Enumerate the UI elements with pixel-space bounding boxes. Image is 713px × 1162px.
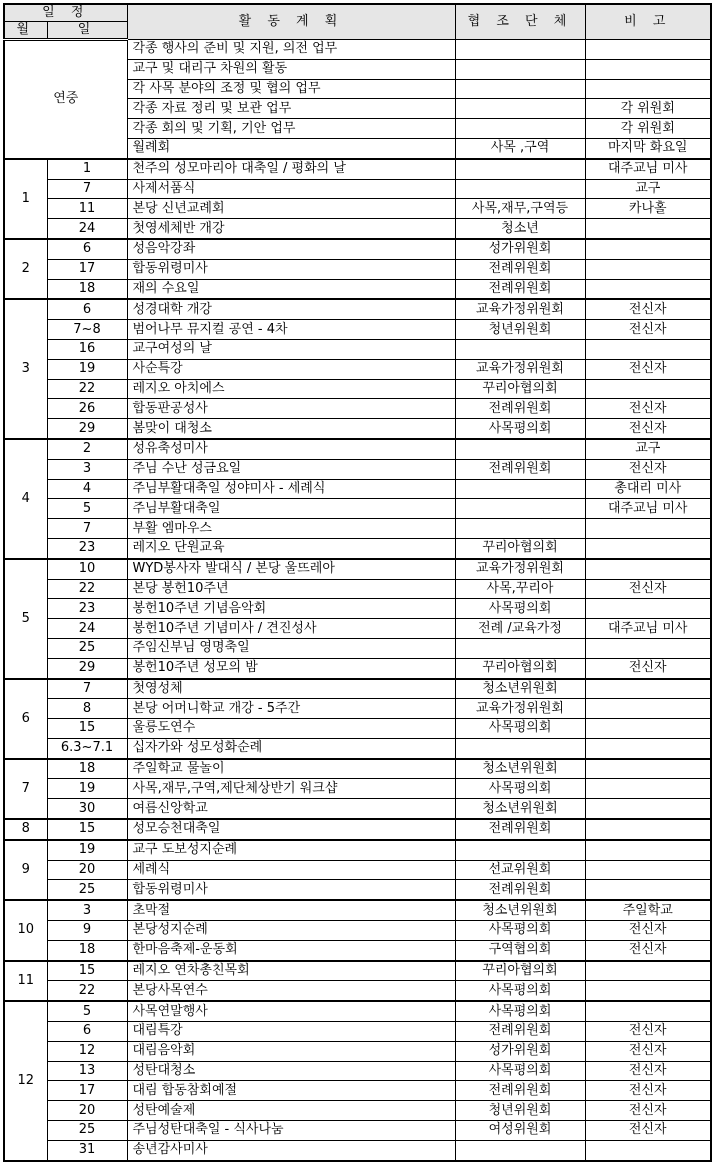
day-cell: 6 [47,239,127,259]
remarks-cell [585,638,711,658]
remarks-cell [585,961,711,981]
day-cell: 22 [47,579,127,599]
remarks-cell: 전신자 [585,1121,711,1141]
cooperation-cell: 사목평의회 [455,921,585,941]
schedule-row [4,499,711,519]
schedule-row [4,519,711,539]
cooperation-header: 협 조 단 체 [455,4,585,40]
activity-cell: 사제서품식 [127,179,455,199]
activity-cell: 각종 회의 및 기획, 기안 업무 [127,119,455,139]
schedule-row [4,479,711,499]
day-cell: 25 [47,880,127,900]
schedule-row [4,900,711,920]
day-cell: 29 [47,658,127,678]
activity-cell: 본당 봉헌10주년 [127,579,455,599]
remarks-cell: 총대리 미사 [585,479,711,499]
schedule-row [4,921,711,941]
cooperation-cell: 전례위원회 [455,259,585,279]
day-cell: 5 [47,499,127,519]
activity-cell: 합동판공성사 [127,399,455,419]
cooperation-cell: 꾸리아협의회 [455,961,585,981]
activity-cell: 주님 수난 성금요일 [127,459,455,479]
activity-cell: 봄맞이 대청소 [127,419,455,439]
cooperation-cell: 청소년위원회 [455,679,585,699]
remarks-cell [585,59,711,79]
activity-cell: WYD봉사자 발대식 / 본당 울뜨레아 [127,559,455,579]
remarks-cell: 전신자 [585,459,711,479]
remarks-cell: 교구 [585,179,711,199]
remarks-cell: 카나홀 [585,199,711,219]
day-cell: 9 [47,921,127,941]
schedule-row [4,738,711,758]
remarks-cell [585,599,711,619]
day-cell: 7~8 [47,320,127,340]
day-cell: 20 [47,1101,127,1121]
day-cell: 19 [47,779,127,799]
remarks-cell: 전신자 [585,1022,711,1042]
schedule-row [4,259,711,279]
day-cell: 25 [47,1121,127,1141]
remarks-cell [585,819,711,840]
month-cell: 6 [4,679,47,759]
cooperation-cell: 성가위원회 [455,239,585,259]
remarks-cell [585,279,711,299]
remarks-cell [585,79,711,99]
activity-cell: 주임신부님 영명축일 [127,638,455,658]
activity-cell: 봉헌10주년 성모의 밤 [127,658,455,678]
cooperation-cell: 꾸리아협의회 [455,379,585,399]
cooperation-cell [455,439,585,459]
remarks-cell [585,759,711,779]
day-cell: 26 [47,399,127,419]
activity-cell: 성유축성미사 [127,439,455,459]
day-cell: 3 [47,459,127,479]
day-cell: 22 [47,379,127,399]
schedule-row [4,159,711,179]
activity-cell: 세례식 [127,860,455,880]
day-cell: 19 [47,359,127,379]
schedule-row [4,699,711,719]
schedule-row [4,599,711,619]
remarks-cell [585,1001,711,1021]
schedule-body [4,40,711,1161]
schedule-row [4,840,711,860]
schedule-row [4,961,711,981]
schedule-row [4,619,711,639]
remarks-cell: 전신자 [585,1061,711,1081]
cooperation-cell [455,479,585,499]
activity-cell: 주님부활대축일 [127,499,455,519]
remarks-cell [585,219,711,239]
day-cell: 16 [47,339,127,359]
remarks-cell: 전신자 [585,1041,711,1061]
cooperation-cell: 사목평의회 [455,981,585,1001]
cooperation-cell [455,179,585,199]
remarks-cell [585,699,711,719]
schedule-row [4,279,711,299]
day-cell: 15 [47,961,127,981]
activity-cell: 범어나무 뮤지컬 공연 - 4차 [127,320,455,340]
cooperation-cell [455,339,585,359]
schedule-row [4,940,711,960]
activity-cell: 성음악강좌 [127,239,455,259]
schedule-row [4,439,711,459]
cooperation-cell: 청소년위원회 [455,900,585,920]
activity-cell: 초막절 [127,900,455,920]
day-cell: 6.3~7.1 [47,738,127,758]
schedule-row [4,239,711,259]
day-cell: 4 [47,479,127,499]
yearly-label: 연중 [4,40,127,159]
day-cell: 13 [47,1061,127,1081]
cooperation-cell: 청소년 [455,219,585,239]
month-cell: 4 [4,439,47,559]
cooperation-cell: 전례위원회 [455,880,585,900]
day-cell: 11 [47,199,127,219]
activity-cell: 교구 도보성지순례 [127,840,455,860]
schedule-row [4,679,711,699]
day-cell: 22 [47,981,127,1001]
activity-cell: 봉헌10주년 기념미사 / 견진성사 [127,619,455,639]
schedule-row [4,1081,711,1101]
cooperation-cell: 사목,꾸리아 [455,579,585,599]
remarks-cell [585,559,711,579]
remarks-cell [585,840,711,860]
activity-cell: 재의 수요일 [127,279,455,299]
schedule-row [4,759,711,779]
yearly-row [4,40,711,60]
day-header: 일 [47,22,127,40]
month-cell: 7 [4,759,47,819]
remarks-cell: 각 위원회 [585,119,711,139]
cooperation-cell: 여성위원회 [455,1121,585,1141]
day-cell: 7 [47,679,127,699]
cooperation-cell [455,738,585,758]
remarks-cell [585,1140,711,1160]
remarks-cell: 주일학교 [585,900,711,920]
cooperation-cell [455,119,585,139]
schedule-row [4,981,711,1001]
activity-cell: 사목,재무,구역,제단체상반기 워크샵 [127,779,455,799]
schedule-row [4,658,711,678]
day-cell: 23 [47,599,127,619]
remarks-cell: 전신자 [585,579,711,599]
cooperation-cell: 청년위원회 [455,320,585,340]
remarks-cell: 전신자 [585,658,711,678]
cooperation-cell: 꾸리아협의회 [455,538,585,558]
cooperation-cell: 전례위원회 [455,819,585,840]
day-cell: 2 [47,439,127,459]
activity-cell: 사목연말행사 [127,1001,455,1021]
remarks-cell: 각 위원회 [585,99,711,119]
remarks-cell [585,40,711,60]
activity-cell: 교구 및 대리구 차원의 활동 [127,59,455,79]
activity-cell: 대림특강 [127,1022,455,1042]
cooperation-cell [455,40,585,60]
activity-cell: 첫영세체반 개강 [127,219,455,239]
day-cell: 18 [47,279,127,299]
activity-cell: 주일학교 물놀이 [127,759,455,779]
activity-cell: 부활 엠마우스 [127,519,455,539]
activity-cell: 본당사목연수 [127,981,455,1001]
cooperation-cell: 전례위원회 [455,1081,585,1101]
schedule-row [4,199,711,219]
schedule-row [4,819,711,840]
remarks-header: 비 고 [585,4,711,40]
activity-cell: 송년감사미사 [127,1140,455,1160]
schedule-row [4,799,711,819]
remarks-cell: 대주교님 미사 [585,619,711,639]
day-cell: 25 [47,638,127,658]
schedule-row [4,399,711,419]
remarks-cell [585,339,711,359]
day-cell: 1 [47,159,127,179]
day-cell: 10 [47,559,127,579]
day-cell: 23 [47,538,127,558]
cooperation-cell [455,99,585,119]
remarks-cell [585,679,711,699]
activity-cell: 월례회 [127,138,455,158]
activity-cell: 레지오 아치에스 [127,379,455,399]
cooperation-cell [455,79,585,99]
day-cell: 7 [47,179,127,199]
month-header: 월 [4,22,47,40]
schedule-row [4,179,711,199]
activity-cell: 레지오 단원교육 [127,538,455,558]
day-cell: 18 [47,940,127,960]
activity-cell: 울릉도연수 [127,719,455,739]
schedule-row [4,219,711,239]
month-cell: 2 [4,239,47,299]
schedule-row [4,638,711,658]
remarks-cell [585,538,711,558]
day-cell: 5 [47,1001,127,1021]
cooperation-cell: 전례위원회 [455,279,585,299]
cooperation-cell [455,499,585,519]
month-cell: 9 [4,840,47,900]
activity-cell: 성경대학 개강 [127,299,455,319]
activity-cell: 성탄대청소 [127,1061,455,1081]
cooperation-cell [455,840,585,860]
cooperation-cell: 전례 /교육가정 [455,619,585,639]
remarks-cell: 전신자 [585,359,711,379]
schedule-row [4,559,711,579]
remarks-cell [585,519,711,539]
month-cell: 1 [4,159,47,239]
activity-cell: 합동위령미사 [127,880,455,900]
cooperation-cell: 전례위원회 [455,399,585,419]
schedule-row [4,1101,711,1121]
activity-cell: 주님부활대축일 성야미사 - 세례식 [127,479,455,499]
remarks-cell: 마지막 화요일 [585,138,711,158]
schedule-row [4,1140,711,1160]
activity-cell: 각종 자료 정리 및 보관 업무 [127,99,455,119]
remarks-cell: 전신자 [585,1081,711,1101]
activity-cell: 십자가와 성모성화순례 [127,738,455,758]
month-cell: 11 [4,961,47,1002]
remarks-cell [585,981,711,1001]
day-cell: 31 [47,1140,127,1160]
activity-cell: 첫영성체 [127,679,455,699]
schedule-row [4,1022,711,1042]
day-cell: 3 [47,900,127,920]
activity-cell: 여름신앙학교 [127,799,455,819]
schedule-row [4,880,711,900]
activity-cell: 주님성탄대축일 - 식사나눔 [127,1121,455,1141]
schedule-row [4,320,711,340]
remarks-cell: 대주교님 미사 [585,499,711,519]
remarks-cell [585,779,711,799]
month-cell: 8 [4,819,47,840]
activity-cell: 각종 행사의 준비 및 지원, 의전 업무 [127,40,455,60]
cooperation-cell: 청소년위원회 [455,799,585,819]
annual-activity-plan-table [3,3,712,1162]
cooperation-cell: 사목평의회 [455,779,585,799]
cooperation-cell: 교육가정위원회 [455,559,585,579]
remarks-cell: 교구 [585,439,711,459]
remarks-cell [585,860,711,880]
schedule-row [4,538,711,558]
activity-cell: 레지오 연차총친목회 [127,961,455,981]
schedule-row [4,1121,711,1141]
cooperation-cell: 구역협의회 [455,940,585,960]
cooperation-cell: 청년위원회 [455,1101,585,1121]
cooperation-cell [455,1140,585,1160]
day-cell: 30 [47,799,127,819]
schedule-row [4,339,711,359]
remarks-cell: 전신자 [585,399,711,419]
remarks-cell: 전신자 [585,921,711,941]
cooperation-cell: 사목평의회 [455,419,585,439]
cooperation-cell: 교육가정위원회 [455,699,585,719]
remarks-cell [585,259,711,279]
day-cell: 20 [47,860,127,880]
cooperation-cell: 사목,재무,구역등 [455,199,585,219]
activity-cell: 천주의 성모마리아 대축일 / 평화의 날 [127,159,455,179]
remarks-cell: 전신자 [585,940,711,960]
month-cell: 5 [4,559,47,679]
day-cell: 29 [47,419,127,439]
day-cell: 18 [47,759,127,779]
activity-cell: 본당 신년교례회 [127,199,455,219]
activity-cell: 성탄예술제 [127,1101,455,1121]
activity-cell: 합동위령미사 [127,259,455,279]
activity-cell: 대림음악회 [127,1041,455,1061]
activity-cell: 본당 어머니학교 개강 - 5주간 [127,699,455,719]
schedule-row [4,299,711,319]
schedule-row [4,379,711,399]
remarks-cell [585,880,711,900]
cooperation-cell [455,519,585,539]
activity-header: 활 동 계 획 [127,4,455,40]
cooperation-cell: 사목평의회 [455,599,585,619]
remarks-cell: 전신자 [585,299,711,319]
activity-cell: 본당성지순례 [127,921,455,941]
month-cell: 3 [4,299,47,439]
day-cell: 12 [47,1041,127,1061]
schedule-row [4,719,711,739]
remarks-cell [585,719,711,739]
day-cell: 6 [47,299,127,319]
remarks-cell: 전신자 [585,419,711,439]
day-cell: 15 [47,819,127,840]
cooperation-cell: 교육가정위원회 [455,299,585,319]
day-cell: 17 [47,259,127,279]
month-cell: 12 [4,1001,47,1160]
remarks-cell [585,239,711,259]
schedule-row [4,459,711,479]
cooperation-cell: 꾸리아협의회 [455,658,585,678]
cooperation-cell [455,159,585,179]
cooperation-cell: 전례위원회 [455,1022,585,1042]
activity-cell: 성모승천대축일 [127,819,455,840]
activity-cell: 교구여성의 날 [127,339,455,359]
schedule-row [4,1001,711,1021]
schedule-row [4,419,711,439]
cooperation-cell: 사목 ,구역 [455,138,585,158]
day-cell: 7 [47,519,127,539]
day-cell: 17 [47,1081,127,1101]
cooperation-cell: 선교위원회 [455,860,585,880]
schedule-row [4,1041,711,1061]
remarks-cell [585,379,711,399]
schedule-row [4,860,711,880]
cooperation-cell [455,638,585,658]
cooperation-cell [455,59,585,79]
cooperation-cell: 사목평의회 [455,719,585,739]
day-cell: 19 [47,840,127,860]
header-row-main [4,4,711,22]
cooperation-cell: 청소년위원회 [455,759,585,779]
day-cell: 15 [47,719,127,739]
cooperation-cell: 사목평의회 [455,1061,585,1081]
activity-cell: 한마음축제-운동회 [127,940,455,960]
schedule-header: 일 정 [4,4,127,22]
schedule-row [4,779,711,799]
cooperation-cell: 성가위원회 [455,1041,585,1061]
activity-cell: 봉헌10주년 기념음악회 [127,599,455,619]
day-cell: 8 [47,699,127,719]
day-cell: 24 [47,619,127,639]
cooperation-cell: 교육가정위원회 [455,359,585,379]
month-cell: 10 [4,900,47,960]
remarks-cell: 전신자 [585,320,711,340]
schedule-row [4,1061,711,1081]
day-cell: 24 [47,219,127,239]
remarks-cell: 전신자 [585,1101,711,1121]
remarks-cell [585,738,711,758]
remarks-cell: 대주교님 미사 [585,159,711,179]
schedule-row [4,579,711,599]
cooperation-cell: 사목평의회 [455,1001,585,1021]
day-cell: 6 [47,1022,127,1042]
remarks-cell [585,799,711,819]
schedule-row [4,359,711,379]
activity-cell: 각 사목 분야의 조정 및 협의 업무 [127,79,455,99]
activity-cell: 사순특강 [127,359,455,379]
activity-cell: 대림 합동참회예절 [127,1081,455,1101]
cooperation-cell: 전례위원회 [455,459,585,479]
